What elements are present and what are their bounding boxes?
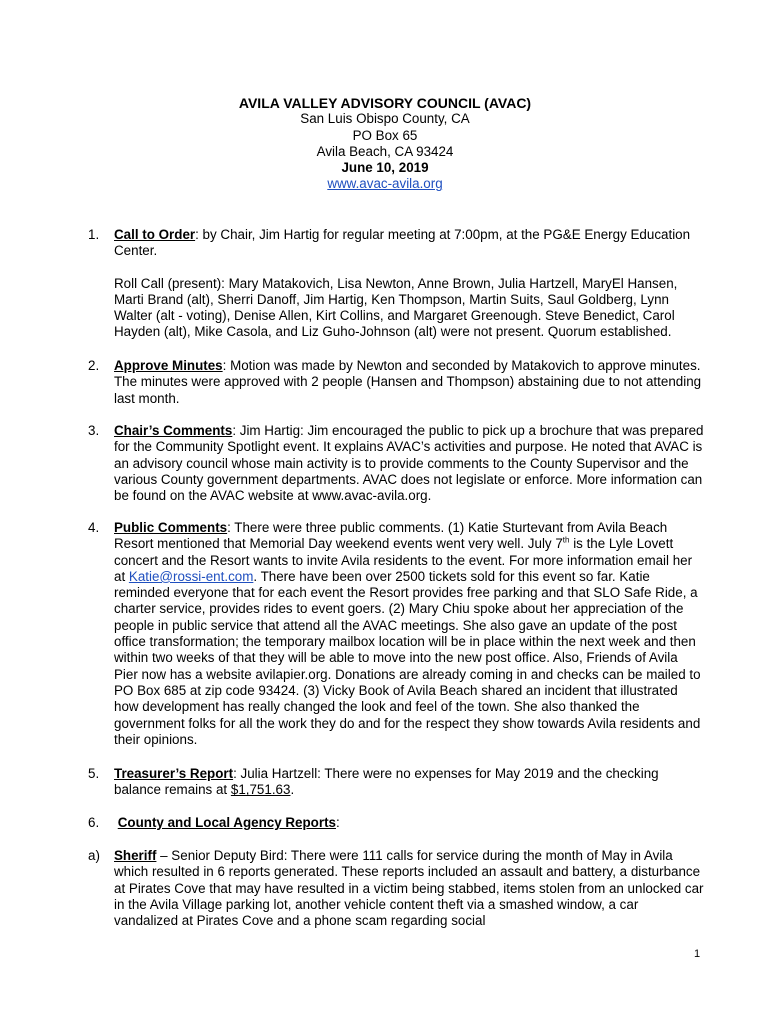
item-number: 2. bbox=[88, 358, 100, 373]
subitem-text: – Senior Deputy Bird: There were 111 calls for service during the month of May in Avila which resulted in 6 reports generated. These reports included an assault and battery, a disturbance at Pirates Cove that may have resulted in a victim being stabbed, items stolen from an unlocked car in the Avila Village parking lot, another vehicle content theft via a smashed window, a car vandalized at Pirates Cove and a phone scam regarding social bbox=[114, 848, 704, 929]
city-line: Avila Beach, CA 93424 bbox=[316, 143, 454, 159]
website-link[interactable]: www.avac-avila.org bbox=[327, 176, 443, 192]
item-heading: Treasurer’s Report bbox=[114, 766, 234, 781]
email-link[interactable]: Katie@rossi-ent.com bbox=[128, 568, 254, 584]
item-text: : Motion was made by Newton and seconded by Matakovich to approve minutes. The minutes were approved with 2 people (Hansen and Thompson) abstaining due to not attending last month. bbox=[114, 358, 702, 406]
meeting-date: June 10, 2019 bbox=[341, 160, 429, 176]
item-heading: Chair’s Comments bbox=[114, 423, 233, 438]
item-number: 6. bbox=[88, 815, 100, 830]
item-number: 1. bbox=[88, 227, 100, 242]
item-text: : Julia Hartzell: There were no expenses for May 2019 and the checking balance remains at bbox=[114, 766, 659, 798]
item-chairs-comments bbox=[88, 423, 704, 504]
item-text: . There have been over 2500 tickets sold for this event so far. Katie reminded everyone that for each event the Resort provides free parking and that SLO Safe Ride, a charter service, provides rides to event goers. (2) Mary Chiu spoke about her appreciation of the people in public service that attend all the AVAC meetings. She also gave an update of the post office transformation; the temporary mailbox location will be in place within the next week and then within two weeks of that they will be able to move into the new post office. Also, Friends of Avila Pier now has a website avilapier.org. Donations are already coming in and checks can be mailed to PO Box 685 at zip code 93424. (3) Vicky Book of Avila Beach shared an incident that illustrated how development has really changed the look and feel of the town. She also thanked the government folks for all the work they do and for the respect they show towards Avila residents and their opinions. bbox=[114, 568, 701, 747]
roll-call-text: Roll Call (present): Mary Matakovich, Lisa Newton, Anne Brown, Julia Hartzell, MaryEl Hansen, Marti Brand (alt), Sherri Danoff, Jim Hartig, Ken Thompson, Martin Suits, Saul Goldberg, Lynn Walter (alt - voting), Denise Allen, Kirt Collins, and Margaret Greenough. Steve Benedict, Carol Hayden (alt), Mike Casola, and Liz Guho-Johnson (alt) were not present. Quorum established. bbox=[114, 275, 678, 340]
item-text: . bbox=[290, 782, 295, 798]
po-box-line: PO Box 65 bbox=[352, 127, 418, 143]
balance-amount: $1,751.63 bbox=[230, 782, 291, 798]
item-heading: County and Local Agency Reports bbox=[117, 815, 336, 830]
item-text: : There were three public comments. (1) Katie Sturtevant from Avila Beach Resort mentioned that Memorial Day weekend events went very well. July 7 bbox=[114, 520, 668, 552]
item-public-comments bbox=[88, 520, 704, 748]
ordinal-suffix: th bbox=[562, 535, 570, 545]
item-number: 3. bbox=[88, 423, 100, 438]
item-heading: Public Comments bbox=[114, 520, 228, 535]
item-number: 4. bbox=[88, 520, 100, 535]
item-approve-minutes bbox=[88, 358, 704, 407]
item-treasurers-report bbox=[88, 766, 704, 799]
org-title: AVILA VALLEY ADVISORY COUNCIL (AVAC) bbox=[238, 95, 532, 111]
item-heading: Call to Order bbox=[114, 227, 196, 242]
item-text: is the Lyle Lovett concert and the Resort wants to invite Avila residents to the event. For more information email her at bbox=[114, 536, 693, 584]
item-number: 5. bbox=[88, 766, 100, 781]
document-header bbox=[0, 95, 770, 193]
item-text: : by Chair, Jim Hartig for regular meeting at 7:00pm, at the PG&E Energy Education Center. bbox=[114, 227, 691, 259]
item-call-to-order bbox=[88, 227, 704, 341]
county-line: San Luis Obispo County, CA bbox=[300, 111, 470, 127]
page-number: 1 bbox=[694, 948, 701, 960]
item-heading: Approve Minutes bbox=[114, 358, 223, 373]
subitem-sheriff bbox=[88, 848, 704, 929]
item-text: : Jim Hartig: Jim encouraged the public to pick up a brochure that was prepared for the Community Spotlight event. It explains AVAC’s activities and purpose. He noted that AVAC is an advisory council whose main activity is to provide comments to the County Supervisor and the various County government departments. AVAC does not legislate or enforce. More information can be found on the AVAC website at www.avac-avila.org. bbox=[114, 423, 704, 504]
subitem-label: a) bbox=[88, 848, 100, 863]
item-agency-reports bbox=[88, 815, 704, 831]
subitem-heading: Sheriff bbox=[114, 848, 157, 863]
item-text: : bbox=[335, 815, 340, 830]
